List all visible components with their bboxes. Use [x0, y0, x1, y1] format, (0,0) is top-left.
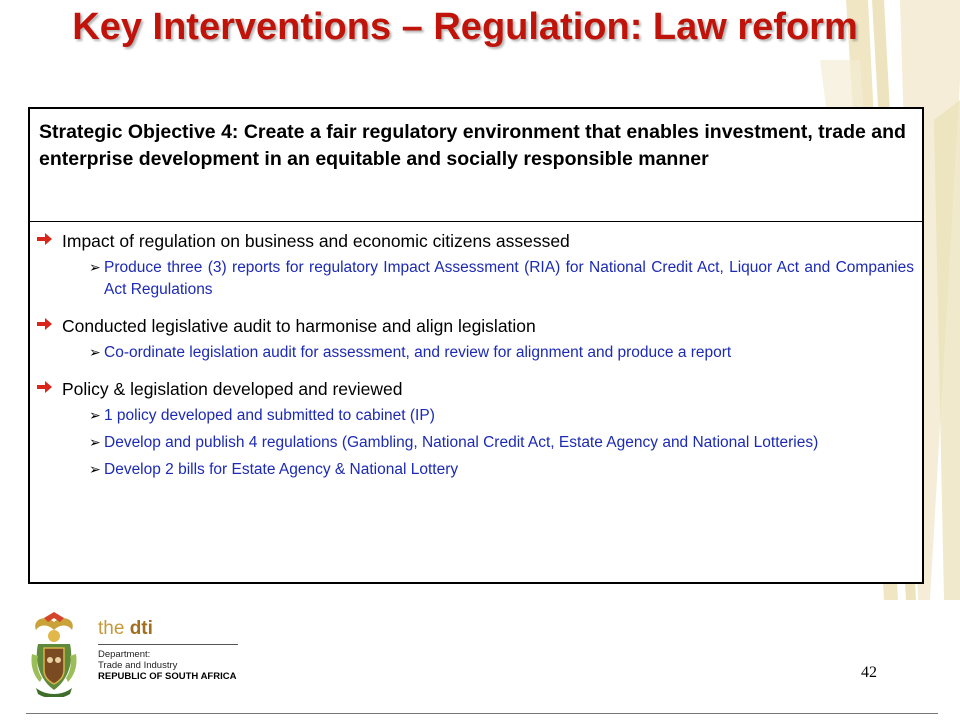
list-item: [30, 405, 914, 427]
logo-brand-dti: dti: [129, 618, 153, 639]
list-item: [30, 459, 914, 481]
footer-divider: [26, 713, 938, 714]
section-3: [30, 378, 914, 481]
red-arrow-icon: [37, 318, 52, 330]
red-arrow-icon: [37, 233, 52, 245]
logo-divider: [98, 644, 238, 645]
chevron-right-icon: ➢: [89, 260, 101, 276]
logo-brand: [98, 618, 238, 640]
chevron-right-icon: ➢: [89, 462, 101, 478]
section-1: [30, 230, 914, 301]
chevron-right-icon: ➢: [89, 435, 101, 451]
list-item: [30, 432, 914, 454]
strategic-objective: Strategic Objective 4: Create a fair regulatory environment that enables investment, trade and enterprise development in an equitable and socially responsible manner: [30, 109, 922, 222]
logo-line-2: Trade and Industry: [98, 660, 178, 671]
section-heading-text: Conducted legislative audit to harmonise and align legislation: [62, 316, 536, 336]
logo-brand-the: the: [98, 618, 125, 639]
list-item-text: Co-ordinate legislation audit for assessment, and review for alignment and produce a report: [104, 344, 732, 361]
list-item-text: Produce three (3) reports for regulatory Impact Assessment (RIA) for National Credit Act, Liquor Act and Companies Act Regulations: [104, 259, 914, 298]
list-item-text: Develop and publish 4 regulations (Gambling, National Credit Act, Estate Agency and National Lotteries): [104, 434, 819, 451]
dti-logo: [98, 612, 238, 683]
section-heading: [30, 378, 914, 400]
page-number: 42: [861, 664, 877, 681]
logo-line-3: REPUBLIC OF SOUTH AFRICA: [98, 671, 237, 682]
content-list: [30, 222, 922, 481]
section-heading: [30, 315, 914, 337]
section-2: [30, 315, 914, 364]
page-title: Key Interventions – Regulation: Law reform: [72, 6, 858, 48]
chevron-right-icon: ➢: [89, 345, 101, 361]
list-item-text: 1 policy developed and submitted to cabinet (IP): [104, 407, 435, 424]
content-box: [28, 107, 924, 584]
section-heading: [30, 230, 914, 252]
section-heading-text: Policy & legislation developed and reviewed: [62, 379, 403, 399]
list-item: [30, 257, 914, 301]
chevron-right-icon: ➢: [89, 408, 101, 424]
list-item-text: Develop 2 bills for Estate Agency & National Lottery: [104, 461, 459, 478]
list-item: [30, 342, 914, 364]
red-arrow-icon: [37, 381, 52, 393]
section-heading-text: Impact of regulation on business and economic citizens assessed: [62, 231, 570, 251]
logo-line-1: Department:: [98, 649, 151, 660]
